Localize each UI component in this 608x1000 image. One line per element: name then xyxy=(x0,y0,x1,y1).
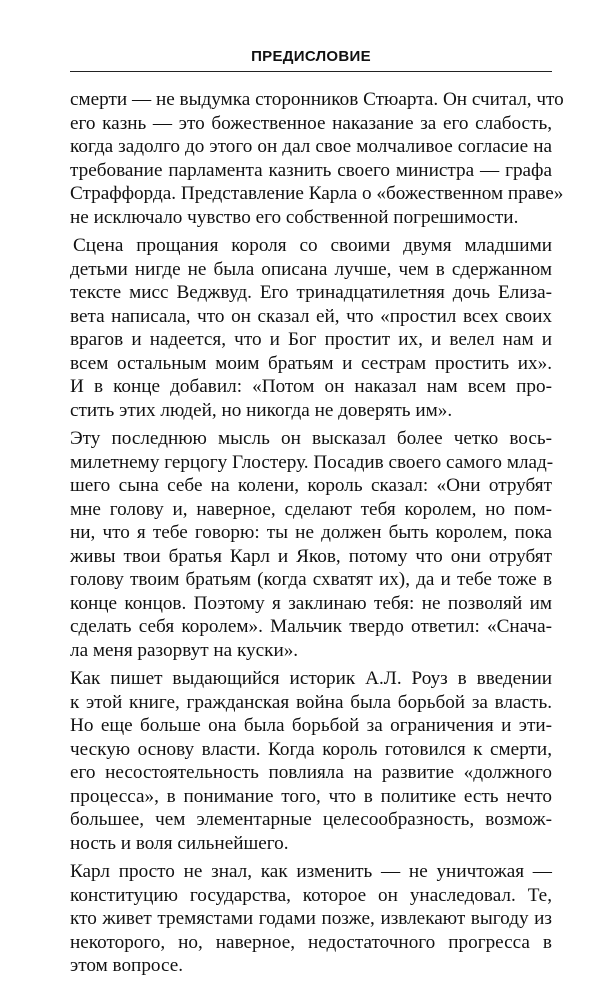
text-line: к этой книге, гражданская война была борьбой за власть. xyxy=(70,691,552,713)
text-line: некоторого, но, наверное, недостаточного прогресса в xyxy=(70,931,552,953)
paragraph-4 xyxy=(70,667,552,855)
text-line: Сцена прощания короля со своими двумя младшими xyxy=(73,235,552,256)
paragraph-2 xyxy=(70,234,552,422)
text-line: Карл просто не знал, как изменить — не уничтожая — xyxy=(70,861,552,882)
text-line: И в конце добавил: «Потом он наказал нам всем про- xyxy=(70,376,552,397)
text-line: когда задолго до этого он дал свое молчаливое согласие на xyxy=(70,136,552,157)
text-line: Но еще больше она была борьбой за ограничения и эти- xyxy=(70,715,552,736)
text-line: процесса», в понимание того, что в политике есть нечто xyxy=(70,785,552,807)
text-line: мне голову и, наверное, сделают тебя королем, но пом- xyxy=(70,498,552,520)
text-line: смерти — не выдумка сторонников Стюарта. Он считал, что xyxy=(70,89,564,110)
header-rule xyxy=(70,71,552,72)
paragraph-1 xyxy=(70,88,564,229)
text-line: не исключало чувство его собственной погрешимости. xyxy=(70,206,519,228)
text-line: голову твоим братьям (когда схватят их), да и тебе тоже в xyxy=(70,569,552,590)
text-line: конституцию государства, которое он унаследовал. Те, xyxy=(70,884,552,906)
running-head: ПРЕДИСЛОВИЕ xyxy=(251,48,371,65)
text-line: Страффорда. Представление Карла о «божественном праве» xyxy=(70,183,564,204)
text-line: Эту последнюю мысль он высказал более четко вось- xyxy=(70,428,552,449)
paragraph-5 xyxy=(70,860,552,978)
text-line: большее, чем элементарные целесообразность, возмож- xyxy=(70,809,552,830)
text-line: живы твои братья Карл и Яков, потому что они отрубят xyxy=(70,545,552,567)
text-line: ла меня разорвут на куски». xyxy=(70,639,299,661)
text-line: вета написала, что он сказал ей, что «простил всех своих xyxy=(70,305,552,327)
text-line: милетнему герцогу Глостеру. Посадив своего самого млад- xyxy=(70,451,554,473)
body-text xyxy=(70,88,564,983)
text-line: ческую основу власти. Когда король готовился к смерти, xyxy=(70,738,552,760)
paragraph-3 xyxy=(70,427,552,662)
text-line: ни, что я тебе говорю: ты не должен быть королем, пока xyxy=(70,522,552,543)
text-line: кто живет тремястами годами позже, извлекают выгоду из xyxy=(70,908,552,929)
text-line: шего сына себе на колени, король сказал: «Они отрубят xyxy=(70,475,552,496)
text-line: его несостоятельность повлияла на развитие «должного xyxy=(70,762,552,783)
text-line: Как пишет выдающийся историк А.Л. Роуз в введении xyxy=(70,668,552,689)
text-line: врагов и надеется, что и Бог простит их, и велел нам и xyxy=(70,329,552,350)
text-line: этом вопросе. xyxy=(70,955,184,976)
text-line: стить этих людей, но никогда не доверять им». xyxy=(70,399,453,421)
text-line: его казнь — это божественное наказание за его слабость, xyxy=(70,112,552,134)
text-line: ность и воля сильнейшего. xyxy=(70,832,289,854)
text-line: тексте мисс Веджвуд. Его тринадцатилетняя дочь Елиза- xyxy=(70,282,552,303)
text-line: сделать себя королем». Мальчик твердо ответил: «Снача- xyxy=(70,616,552,637)
text-line: требование парламента казнить своего министра — графа xyxy=(70,159,552,181)
text-line: детьми нигде не была описана лучше, чем в сдержанном xyxy=(70,258,552,280)
text-line: конце концов. Поэтому я заклинаю тебя: не позволяй им xyxy=(70,592,552,614)
text-line: всем остальным моим братьям и сестрам простить их». xyxy=(70,352,552,374)
